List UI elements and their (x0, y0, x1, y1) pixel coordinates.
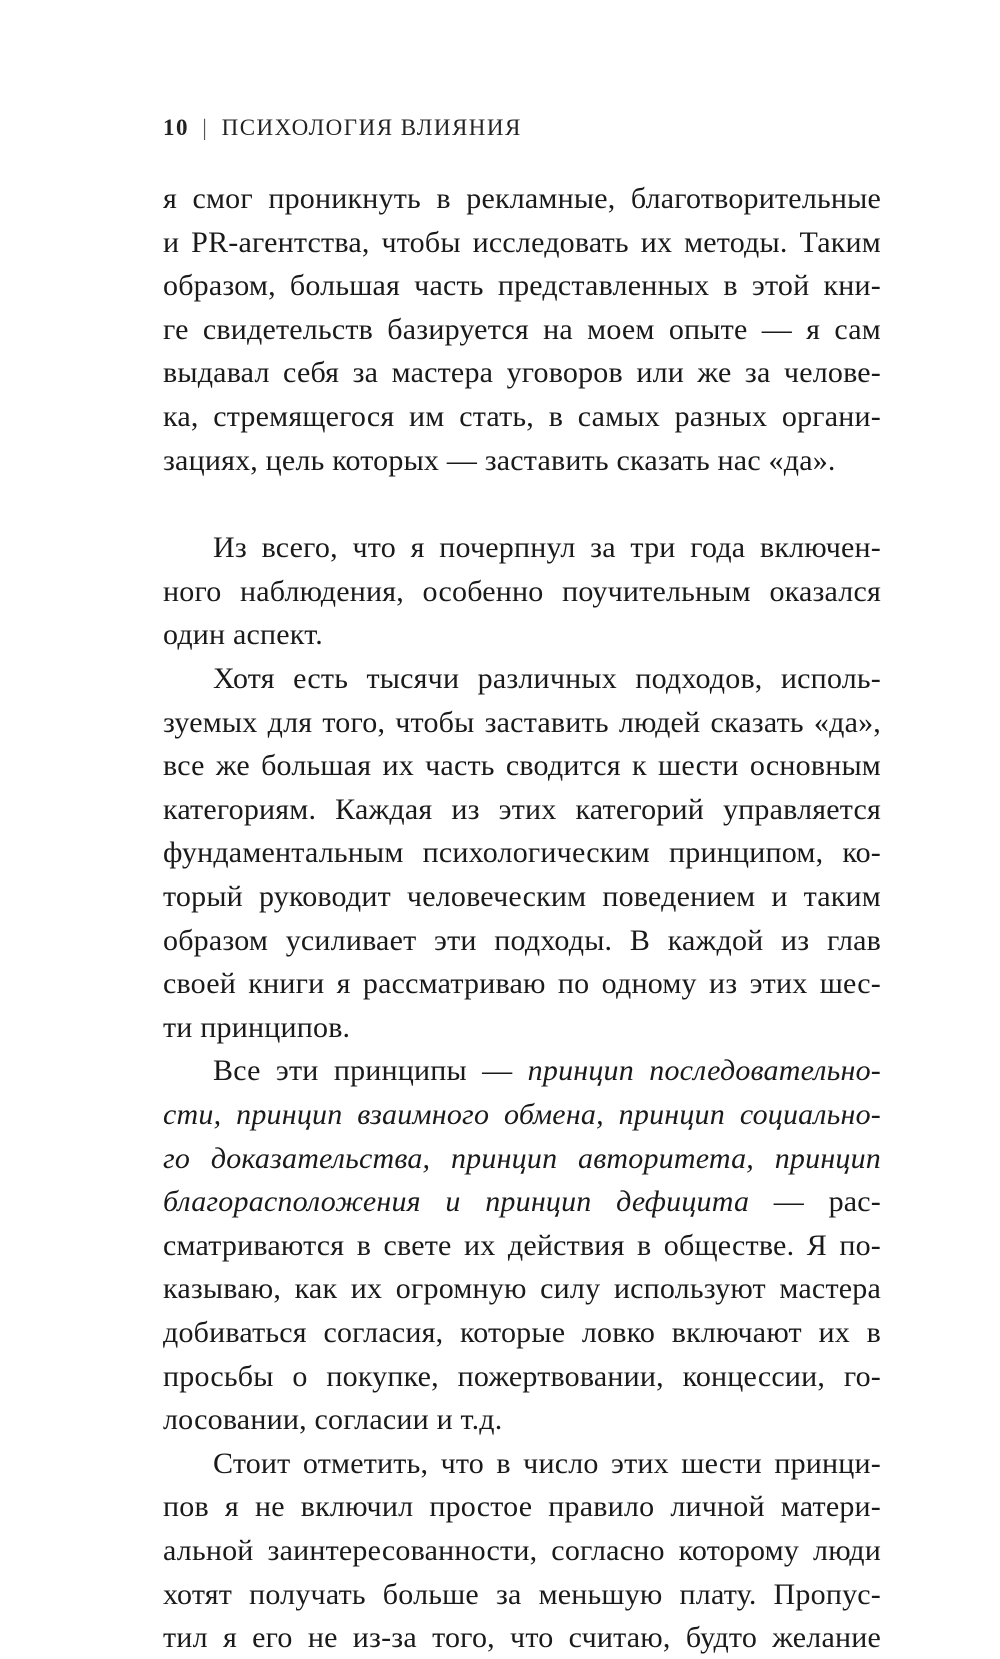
text-line: зациях, цель которых — заставить сказать нас «да». (163, 444, 836, 477)
text-line (163, 1181, 881, 1223)
text-line: ти принципов. (163, 1011, 351, 1044)
italic-text: сти, принцип взаимного обмена, принцип социально- (163, 1098, 881, 1131)
text-line: своей книги я рассматриваю по одному из этих шес- (163, 967, 881, 1000)
text-line: сматриваются в свете их действия в обществе. Я по- (163, 1229, 881, 1262)
text-line (163, 1094, 881, 1136)
text-line: лосовании, согласии и т.д. (163, 1403, 503, 1436)
text-line: Стоит отметить, что в число этих шести принци- (213, 1447, 881, 1480)
text-line: Хотя есть тысячи различных подходов, исполь- (213, 662, 881, 695)
text-line: я смог проникнуть в рекламные, благотворительные (163, 182, 881, 215)
plain-text: — рас- (749, 1185, 881, 1218)
text-line: хотят получать больше за меньшую плату. Пропус- (163, 1578, 881, 1611)
text-line: казываю, как их огромную силу используют мастера (163, 1272, 881, 1305)
italic-text: принцип последовательно- (527, 1054, 881, 1087)
text-line: все же большая их часть сводится к шести основным (163, 749, 881, 782)
text-line: зуемых для того, чтобы заставить людей сказать «да», (163, 706, 881, 739)
text-line (213, 1050, 881, 1092)
text-line: один аспект. (163, 618, 323, 651)
book-title: ПСИХОЛОГИЯ ВЛИЯНИЯ (221, 115, 522, 140)
plain-text: Все эти принципы — (213, 1054, 528, 1087)
text-line: добиваться согласия, которые ловко включают их в (163, 1316, 881, 1349)
text-line: Из всего, что я почерпнул за три года включен- (213, 531, 881, 564)
text-line: и PR-агентства, чтобы исследовать их методы. Таким (163, 226, 881, 259)
text-line: образом усиливает эти подходы. В каждой из глав (163, 924, 881, 957)
text-line (163, 1138, 881, 1180)
text-line: торый руководит человеческим поведением и таким (163, 880, 881, 913)
text-line: выдавал себя за мастера уговоров или же за челове- (163, 356, 881, 389)
text-line: просьбы о покупке, пожертвовании, концессии, го- (163, 1360, 881, 1393)
italic-text: го доказательства, принцип авторитета, принцип (163, 1142, 881, 1175)
page-number: 10 (163, 115, 189, 140)
text-line: ка, стремящегося им стать, в самых разных органи- (163, 400, 881, 433)
text-line: образом, большая часть представленных в этой кни- (163, 269, 881, 302)
text-line: пов я не включил простое правило личной матери- (163, 1490, 881, 1523)
text-line: ге свидетельств базируется на моем опыте — я сам (163, 313, 881, 346)
text-line: тил я его не из-за того, что считаю, будто желание (163, 1621, 881, 1654)
header-separator: | (202, 115, 209, 140)
text-line: альной заинтересованности, согласно которому люди (163, 1534, 881, 1567)
text-line: категориям. Каждая из этих категорий управляется (163, 793, 881, 826)
text-line: ного наблюдения, особенно поучительным оказался (163, 575, 881, 608)
running-header (163, 108, 522, 148)
italic-text: благорасположения и принцип дефицита (163, 1185, 750, 1218)
text-line: фундаментальным психологическим принципом, ко- (163, 836, 881, 869)
